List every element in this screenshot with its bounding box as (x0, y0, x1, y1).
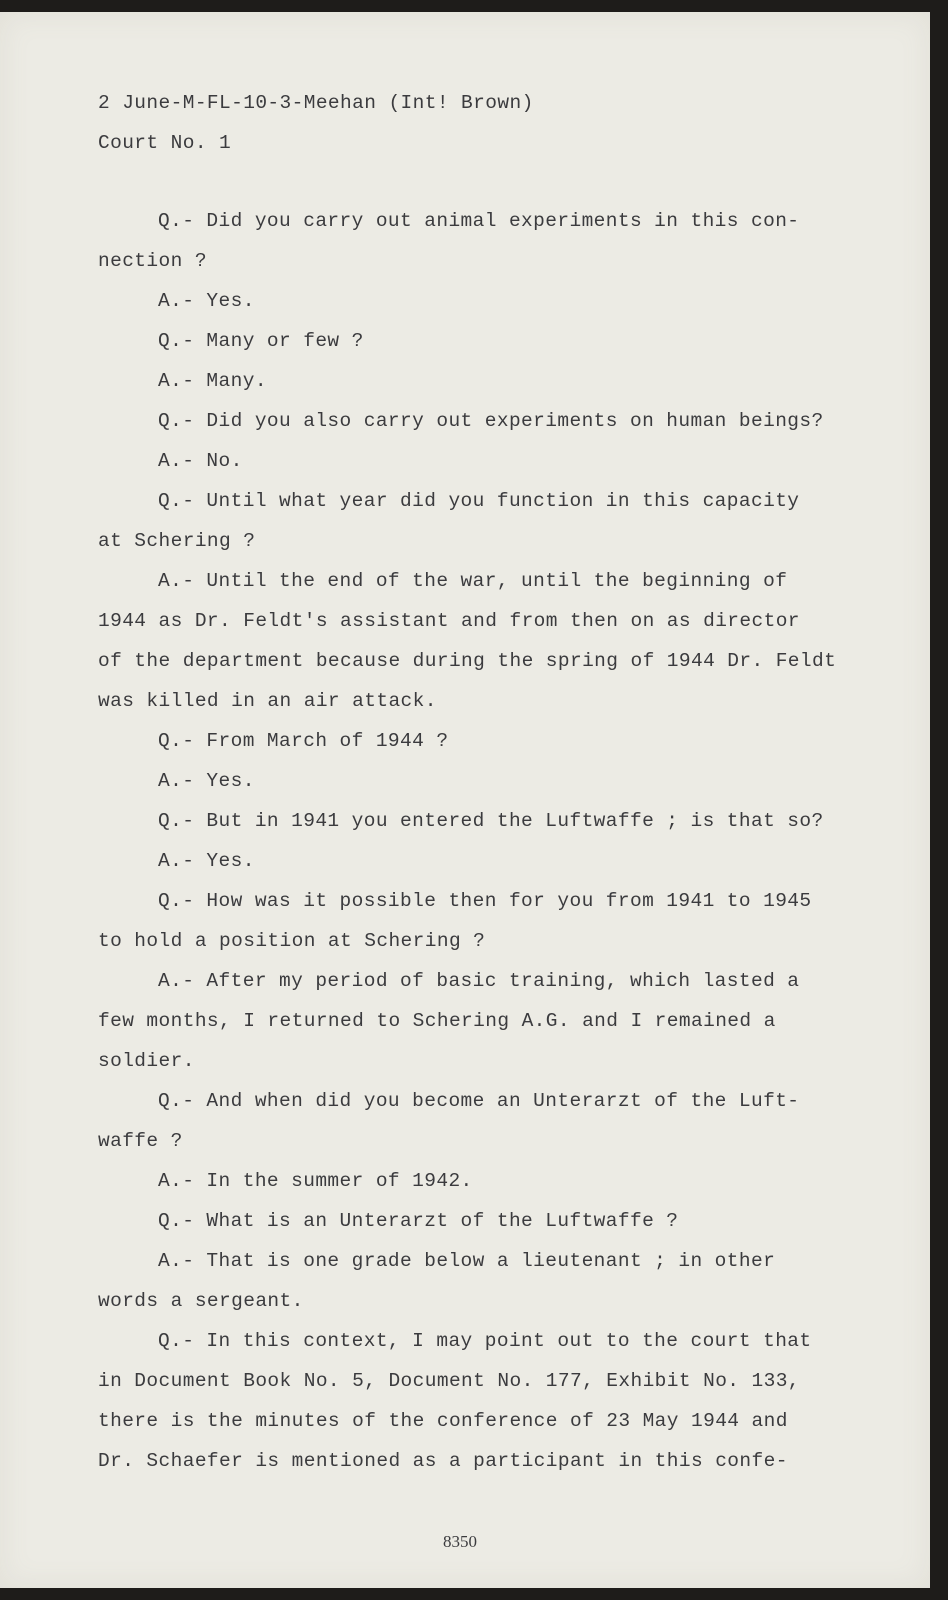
transcript-line: 1944 as Dr. Feldt's assistant and from then on as director (98, 610, 800, 632)
transcript-line: Q.- But in 1941 you entered the Luftwaffe ; is that so? (158, 810, 824, 832)
transcript-line: of the department because during the spring of 1944 Dr. Feldt (98, 650, 837, 672)
transcript-line: was killed in an air attack. (98, 690, 437, 712)
transcript-line: Q.- And when did you become an Unterarzt of the Luft- (158, 1090, 800, 1112)
page-number: 8350 (443, 1532, 477, 1551)
transcript-line: A.- Until the end of the war, until the beginning of (158, 570, 788, 592)
document-page (0, 12, 930, 1588)
header-session-line: 2 June-M-FL-10-3-Meehan (Int! Brown) (98, 92, 534, 114)
transcript-line: soldier. (98, 1050, 195, 1072)
transcript-line: A.- No. (158, 450, 243, 472)
transcript-line: Q.- Did you also carry out experiments on human beings? (158, 410, 824, 432)
transcript-line: to hold a position at Schering ? (98, 930, 486, 952)
header-court-line: Court No. 1 (98, 132, 232, 154)
transcript-line: in Document Book No. 5, Document No. 177, Exhibit No. 133, (98, 1370, 800, 1392)
transcript-line: A.- Yes. (158, 770, 255, 792)
transcript-line: at Schering ? (98, 530, 256, 552)
transcript-line: nection ? (98, 250, 207, 272)
transcript-line: Q.- Many or few ? (158, 330, 364, 352)
transcript-line: A.- After my period of basic training, which lasted a (158, 970, 800, 992)
transcript-line: Q.- Until what year did you function in this capacity (158, 490, 800, 512)
transcript-line: Q.- Did you carry out animal experiments in this con- (158, 210, 800, 232)
transcript-line: Q.- What is an Unterarzt of the Luftwaffe ? (158, 1210, 679, 1232)
transcript-line: Q.- In this context, I may point out to the court that (158, 1330, 812, 1352)
transcript-line: Q.- How was it possible then for you from 1941 to 1945 (158, 890, 812, 912)
transcript-line: words a sergeant. (98, 1290, 304, 1312)
transcript-line: A.- Yes. (158, 290, 255, 312)
transcript-line: few months, I returned to Schering A.G. and I remained a (98, 1010, 776, 1032)
transcript-line: Q.- From March of 1944 ? (158, 730, 449, 752)
scan-border (930, 0, 948, 1600)
transcript-line: A.- Yes. (158, 850, 255, 872)
transcript-line: there is the minutes of the conference of 23 May 1944 and (98, 1410, 788, 1432)
transcript-line: Dr. Schaefer is mentioned as a participant in this confe- (98, 1450, 788, 1472)
transcript-line: A.- In the summer of 1942. (158, 1170, 473, 1192)
transcript-line: A.- That is one grade below a lieutenant ; in other (158, 1250, 776, 1272)
transcript-line: waffe ? (98, 1130, 183, 1152)
transcript-line: A.- Many. (158, 370, 267, 392)
